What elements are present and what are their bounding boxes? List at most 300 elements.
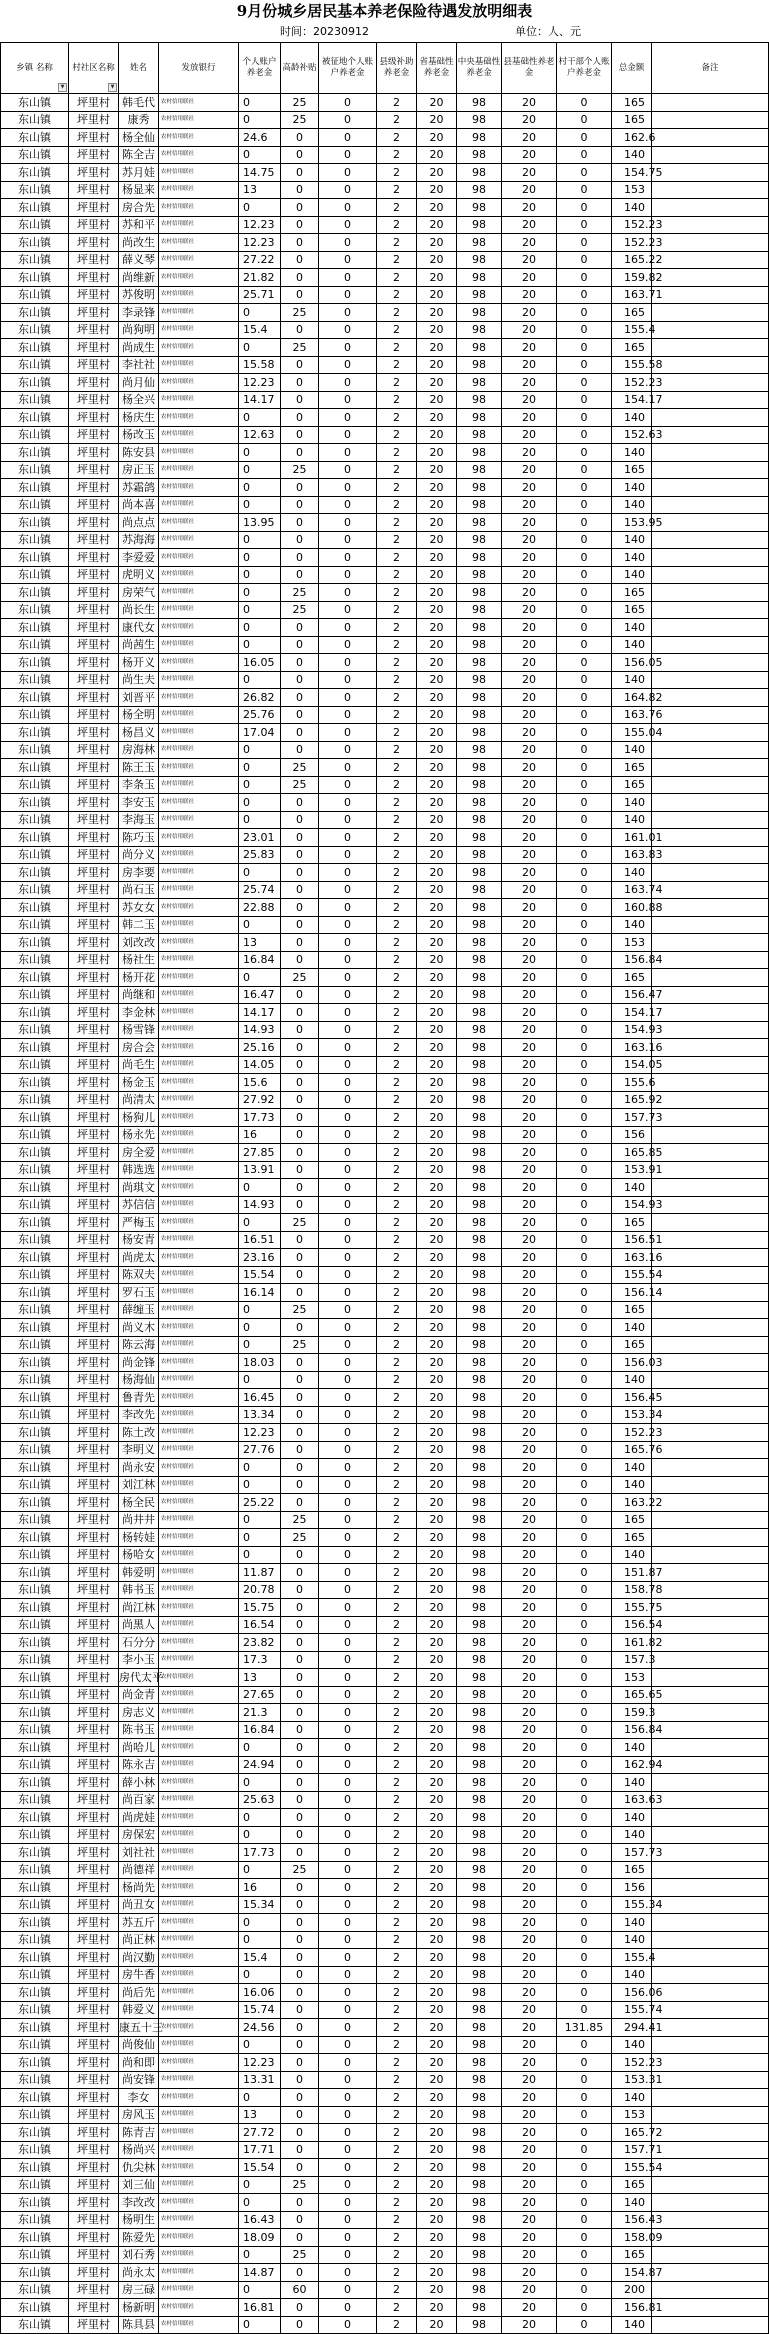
cell-remark[interactable] xyxy=(652,1354,769,1372)
cell-personal-account[interactable]: 0 xyxy=(239,1914,281,1932)
cell-bank[interactable]: 农村信用联社 xyxy=(159,2019,239,2037)
cell-county-subsidy[interactable]: 2 xyxy=(377,811,417,829)
cell-village[interactable]: 坪里村 xyxy=(69,2001,119,2019)
cell-land-account[interactable]: 0 xyxy=(319,234,377,252)
cell-village[interactable]: 坪里村 xyxy=(69,1336,119,1354)
cell-central-base[interactable]: 98 xyxy=(457,1669,502,1687)
cell-town[interactable]: 东山镇 xyxy=(1,671,69,689)
cell-village[interactable]: 坪里村 xyxy=(69,1476,119,1494)
cell-county-base[interactable]: 20 xyxy=(502,584,557,602)
cell-name[interactable]: 杨安青 xyxy=(119,1231,159,1249)
cell-personal-account[interactable]: 16 xyxy=(239,1126,281,1144)
cell-central-base[interactable]: 98 xyxy=(457,356,502,374)
cell-total[interactable]: 152.23 xyxy=(612,1424,652,1442)
cell-total[interactable]: 155.58 xyxy=(612,356,652,374)
cell-total[interactable]: 158.78 xyxy=(612,1581,652,1599)
cell-village[interactable]: 坪里村 xyxy=(69,1179,119,1197)
cell-bank[interactable]: 农村信用联社 xyxy=(159,2124,239,2142)
cell-personal-account[interactable]: 13 xyxy=(239,1669,281,1687)
cell-provincial-base[interactable]: 20 xyxy=(417,1301,457,1319)
cell-name[interactable]: 韩二玉 xyxy=(119,916,159,934)
cell-town[interactable]: 东山镇 xyxy=(1,199,69,217)
cell-town[interactable]: 东山镇 xyxy=(1,1441,69,1459)
cell-bank[interactable]: 农村信用联社 xyxy=(159,1564,239,1582)
cell-cadre-account[interactable]: 0 xyxy=(557,1056,612,1074)
cell-county-subsidy[interactable]: 2 xyxy=(377,1091,417,1109)
cell-town[interactable]: 东山镇 xyxy=(1,1529,69,1547)
cell-village[interactable]: 坪里村 xyxy=(69,1441,119,1459)
cell-central-base[interactable]: 98 xyxy=(457,1581,502,1599)
cell-name[interactable]: 杨显来 xyxy=(119,181,159,199)
cell-village[interactable]: 坪里村 xyxy=(69,1529,119,1547)
cell-town[interactable]: 东山镇 xyxy=(1,1424,69,1442)
cell-cadre-account[interactable]: 0 xyxy=(557,269,612,287)
cell-total[interactable]: 156 xyxy=(612,1126,652,1144)
cell-town[interactable]: 东山镇 xyxy=(1,339,69,357)
cell-county-base[interactable]: 20 xyxy=(502,601,557,619)
cell-name[interactable]: 杨转娃 xyxy=(119,1529,159,1547)
cell-total[interactable]: 165 xyxy=(612,2176,652,2194)
cell-land-account[interactable]: 0 xyxy=(319,2019,377,2037)
cell-personal-account[interactable]: 0 xyxy=(239,1476,281,1494)
cell-remark[interactable] xyxy=(652,111,769,129)
cell-central-base[interactable]: 98 xyxy=(457,1179,502,1197)
cell-personal-account[interactable]: 0 xyxy=(239,409,281,427)
cell-bank[interactable]: 农村信用联社 xyxy=(159,899,239,917)
cell-personal-account[interactable]: 16 xyxy=(239,1879,281,1897)
cell-county-base[interactable]: 20 xyxy=(502,1161,557,1179)
cell-elderly-subsidy[interactable]: 0 xyxy=(281,1179,319,1197)
cell-elderly-subsidy[interactable]: 0 xyxy=(281,1599,319,1617)
cell-town[interactable]: 东山镇 xyxy=(1,2299,69,2317)
cell-town[interactable]: 东山镇 xyxy=(1,1581,69,1599)
cell-elderly-subsidy[interactable]: 0 xyxy=(281,1354,319,1372)
cell-central-base[interactable]: 98 xyxy=(457,2106,502,2124)
cell-village[interactable]: 坪里村 xyxy=(69,1004,119,1022)
cell-village[interactable]: 坪里村 xyxy=(69,286,119,304)
cell-central-base[interactable]: 98 xyxy=(457,2036,502,2054)
cell-remark[interactable] xyxy=(652,1879,769,1897)
cell-county-base[interactable]: 20 xyxy=(502,1511,557,1529)
cell-provincial-base[interactable]: 20 xyxy=(417,1616,457,1634)
cell-remark[interactable] xyxy=(652,2264,769,2282)
cell-land-account[interactable]: 0 xyxy=(319,1266,377,1284)
cell-village[interactable]: 坪里村 xyxy=(69,811,119,829)
cell-personal-account[interactable]: 13.95 xyxy=(239,514,281,532)
cell-county-base[interactable]: 20 xyxy=(502,794,557,812)
cell-personal-account[interactable]: 15.54 xyxy=(239,1266,281,1284)
cell-bank[interactable]: 农村信用联社 xyxy=(159,1826,239,1844)
cell-village[interactable]: 坪里村 xyxy=(69,2141,119,2159)
cell-provincial-base[interactable]: 20 xyxy=(417,1879,457,1897)
cell-county-base[interactable]: 20 xyxy=(502,1179,557,1197)
cell-bank[interactable]: 农村信用联社 xyxy=(159,356,239,374)
cell-provincial-base[interactable]: 20 xyxy=(417,1914,457,1932)
cell-county-subsidy[interactable]: 2 xyxy=(377,899,417,917)
cell-total[interactable]: 140 xyxy=(612,1319,652,1337)
cell-elderly-subsidy[interactable]: 0 xyxy=(281,1704,319,1722)
cell-village[interactable]: 坪里村 xyxy=(69,1494,119,1512)
cell-county-subsidy[interactable]: 2 xyxy=(377,2001,417,2019)
cell-county-subsidy[interactable]: 2 xyxy=(377,1529,417,1547)
cell-personal-account[interactable]: 0 xyxy=(239,2194,281,2212)
cell-town[interactable]: 东山镇 xyxy=(1,636,69,654)
cell-provincial-base[interactable]: 20 xyxy=(417,969,457,987)
cell-county-subsidy[interactable]: 2 xyxy=(377,2194,417,2212)
cell-cadre-account[interactable]: 0 xyxy=(557,1651,612,1669)
cell-village[interactable]: 坪里村 xyxy=(69,1406,119,1424)
cell-elderly-subsidy[interactable]: 0 xyxy=(281,1966,319,1984)
cell-elderly-subsidy[interactable]: 60 xyxy=(281,2281,319,2299)
cell-cadre-account[interactable]: 0 xyxy=(557,1739,612,1757)
cell-county-subsidy[interactable]: 2 xyxy=(377,1161,417,1179)
cell-land-account[interactable]: 0 xyxy=(319,1529,377,1547)
cell-name[interactable]: 尚虎太 xyxy=(119,1249,159,1267)
cell-county-base[interactable]: 20 xyxy=(502,1896,557,1914)
cell-personal-account[interactable]: 0 xyxy=(239,759,281,777)
cell-county-base[interactable]: 20 xyxy=(502,934,557,952)
cell-total[interactable]: 158.09 xyxy=(612,2229,652,2247)
cell-village[interactable]: 坪里村 xyxy=(69,1791,119,1809)
cell-personal-account[interactable]: 0 xyxy=(239,2281,281,2299)
cell-county-base[interactable]: 20 xyxy=(502,1774,557,1792)
cell-cadre-account[interactable]: 0 xyxy=(557,811,612,829)
cell-land-account[interactable]: 0 xyxy=(319,636,377,654)
cell-cadre-account[interactable]: 0 xyxy=(557,2299,612,2317)
cell-total[interactable]: 153.91 xyxy=(612,1161,652,1179)
cell-village[interactable]: 坪里村 xyxy=(69,1581,119,1599)
cell-cadre-account[interactable]: 0 xyxy=(557,1704,612,1722)
cell-central-base[interactable]: 98 xyxy=(457,1739,502,1757)
cell-total[interactable]: 165.22 xyxy=(612,251,652,269)
cell-central-base[interactable]: 98 xyxy=(457,1476,502,1494)
cell-village[interactable]: 坪里村 xyxy=(69,2159,119,2177)
cell-village[interactable]: 坪里村 xyxy=(69,514,119,532)
cell-village[interactable]: 坪里村 xyxy=(69,2194,119,2212)
cell-land-account[interactable]: 0 xyxy=(319,286,377,304)
cell-cadre-account[interactable]: 0 xyxy=(557,2264,612,2282)
cell-county-subsidy[interactable]: 2 xyxy=(377,1126,417,1144)
cell-elderly-subsidy[interactable]: 0 xyxy=(281,1914,319,1932)
cell-village[interactable]: 坪里村 xyxy=(69,2299,119,2317)
cell-county-subsidy[interactable]: 2 xyxy=(377,1196,417,1214)
cell-name[interactable]: 尚维新 xyxy=(119,269,159,287)
cell-provincial-base[interactable]: 20 xyxy=(417,1406,457,1424)
cell-bank[interactable]: 农村信用联社 xyxy=(159,2211,239,2229)
cell-land-account[interactable]: 0 xyxy=(319,1511,377,1529)
cell-central-base[interactable]: 98 xyxy=(457,864,502,882)
cell-remark[interactable] xyxy=(652,881,769,899)
cell-county-base[interactable]: 20 xyxy=(502,356,557,374)
cell-bank[interactable]: 农村信用联社 xyxy=(159,1756,239,1774)
cell-central-base[interactable]: 98 xyxy=(457,2316,502,2334)
cell-land-account[interactable]: 0 xyxy=(319,531,377,549)
cell-county-subsidy[interactable]: 2 xyxy=(377,1494,417,1512)
cell-central-base[interactable]: 98 xyxy=(457,1931,502,1949)
cell-village[interactable]: 坪里村 xyxy=(69,1389,119,1407)
cell-central-base[interactable]: 98 xyxy=(457,1826,502,1844)
cell-bank[interactable]: 农村信用联社 xyxy=(159,1739,239,1757)
cell-village[interactable]: 坪里村 xyxy=(69,111,119,129)
cell-elderly-subsidy[interactable]: 0 xyxy=(281,391,319,409)
cell-county-subsidy[interactable]: 2 xyxy=(377,461,417,479)
cell-cadre-account[interactable]: 0 xyxy=(557,2036,612,2054)
cell-elderly-subsidy[interactable]: 0 xyxy=(281,1459,319,1477)
cell-village[interactable]: 坪里村 xyxy=(69,391,119,409)
cell-town[interactable]: 东山镇 xyxy=(1,1966,69,1984)
cell-land-account[interactable]: 0 xyxy=(319,356,377,374)
cell-village[interactable]: 坪里村 xyxy=(69,269,119,287)
cell-land-account[interactable]: 0 xyxy=(319,391,377,409)
cell-county-base[interactable]: 20 xyxy=(502,1809,557,1827)
cell-county-subsidy[interactable]: 2 xyxy=(377,1039,417,1057)
cell-county-subsidy[interactable]: 2 xyxy=(377,1599,417,1617)
cell-county-base[interactable]: 20 xyxy=(502,269,557,287)
cell-bank[interactable]: 农村信用联社 xyxy=(159,1389,239,1407)
cell-name[interactable]: 李改改 xyxy=(119,2194,159,2212)
cell-county-subsidy[interactable]: 2 xyxy=(377,2141,417,2159)
cell-personal-account[interactable]: 12.23 xyxy=(239,2054,281,2072)
cell-bank[interactable]: 农村信用联社 xyxy=(159,2264,239,2282)
cell-village[interactable]: 坪里村 xyxy=(69,1284,119,1302)
cell-central-base[interactable]: 98 xyxy=(457,1196,502,1214)
cell-provincial-base[interactable]: 20 xyxy=(417,1004,457,1022)
cell-cadre-account[interactable]: 0 xyxy=(557,514,612,532)
cell-personal-account[interactable]: 23.82 xyxy=(239,1634,281,1652)
cell-remark[interactable] xyxy=(652,1074,769,1092)
cell-name[interactable]: 李改先 xyxy=(119,1406,159,1424)
cell-total[interactable]: 156.84 xyxy=(612,951,652,969)
cell-town[interactable]: 东山镇 xyxy=(1,986,69,1004)
cell-county-subsidy[interactable]: 2 xyxy=(377,2019,417,2037)
cell-cadre-account[interactable]: 0 xyxy=(557,549,612,567)
cell-town[interactable]: 东山镇 xyxy=(1,2211,69,2229)
cell-town[interactable]: 东山镇 xyxy=(1,1126,69,1144)
cell-elderly-subsidy[interactable]: 0 xyxy=(281,829,319,847)
cell-town[interactable]: 东山镇 xyxy=(1,934,69,952)
cell-total[interactable]: 140 xyxy=(612,1931,652,1949)
cell-land-account[interactable]: 0 xyxy=(319,2316,377,2334)
cell-village[interactable]: 坪里村 xyxy=(69,706,119,724)
cell-town[interactable]: 东山镇 xyxy=(1,2071,69,2089)
cell-remark[interactable] xyxy=(652,601,769,619)
cell-total[interactable]: 165 xyxy=(612,1861,652,1879)
cell-total[interactable]: 140 xyxy=(612,531,652,549)
cell-elderly-subsidy[interactable]: 0 xyxy=(281,2054,319,2072)
cell-name[interactable]: 尚井井 xyxy=(119,1511,159,1529)
cell-central-base[interactable]: 98 xyxy=(457,1651,502,1669)
cell-provincial-base[interactable]: 20 xyxy=(417,111,457,129)
cell-bank[interactable]: 农村信用联社 xyxy=(159,1546,239,1564)
cell-total[interactable]: 155.54 xyxy=(612,1266,652,1284)
cell-land-account[interactable]: 0 xyxy=(319,461,377,479)
cell-total[interactable]: 165 xyxy=(612,759,652,777)
cell-personal-account[interactable]: 24.56 xyxy=(239,2019,281,2037)
cell-central-base[interactable]: 98 xyxy=(457,129,502,147)
cell-village[interactable]: 坪里村 xyxy=(69,1599,119,1617)
cell-village[interactable]: 坪里村 xyxy=(69,1459,119,1477)
cell-remark[interactable] xyxy=(652,2211,769,2229)
cell-provincial-base[interactable]: 20 xyxy=(417,1704,457,1722)
cell-land-account[interactable]: 0 xyxy=(319,724,377,742)
cell-county-base[interactable]: 20 xyxy=(502,1581,557,1599)
cell-village[interactable]: 坪里村 xyxy=(69,1844,119,1862)
cell-town[interactable]: 东山镇 xyxy=(1,1371,69,1389)
cell-provincial-base[interactable]: 20 xyxy=(417,2036,457,2054)
cell-elderly-subsidy[interactable]: 0 xyxy=(281,1319,319,1337)
cell-name[interactable]: 尚义木 xyxy=(119,1319,159,1337)
cell-elderly-subsidy[interactable]: 0 xyxy=(281,636,319,654)
cell-bank[interactable]: 农村信用联社 xyxy=(159,426,239,444)
cell-county-base[interactable]: 20 xyxy=(502,461,557,479)
cell-town[interactable]: 东山镇 xyxy=(1,2316,69,2334)
cell-bank[interactable]: 农村信用联社 xyxy=(159,234,239,252)
cell-provincial-base[interactable]: 20 xyxy=(417,304,457,322)
cell-name[interactable]: 尚分义 xyxy=(119,846,159,864)
cell-cadre-account[interactable]: 0 xyxy=(557,1511,612,1529)
cell-bank[interactable]: 农村信用联社 xyxy=(159,1109,239,1127)
cell-county-subsidy[interactable]: 2 xyxy=(377,1476,417,1494)
cell-central-base[interactable]: 98 xyxy=(457,1529,502,1547)
cell-remark[interactable] xyxy=(652,1739,769,1757)
cell-cadre-account[interactable]: 0 xyxy=(557,1459,612,1477)
cell-village[interactable]: 坪里村 xyxy=(69,1161,119,1179)
cell-county-base[interactable]: 20 xyxy=(502,741,557,759)
cell-land-account[interactable]: 0 xyxy=(319,619,377,637)
cell-name[interactable]: 杨明生 xyxy=(119,2211,159,2229)
cell-land-account[interactable]: 0 xyxy=(319,1126,377,1144)
cell-cadre-account[interactable]: 0 xyxy=(557,2141,612,2159)
cell-central-base[interactable]: 98 xyxy=(457,1144,502,1162)
cell-central-base[interactable]: 98 xyxy=(457,1914,502,1932)
cell-central-base[interactable]: 98 xyxy=(457,1441,502,1459)
cell-village[interactable]: 坪里村 xyxy=(69,146,119,164)
cell-provincial-base[interactable]: 20 xyxy=(417,566,457,584)
cell-county-base[interactable]: 20 xyxy=(502,2124,557,2142)
cell-total[interactable]: 157.73 xyxy=(612,1844,652,1862)
cell-land-account[interactable]: 0 xyxy=(319,969,377,987)
cell-total[interactable]: 157.73 xyxy=(612,1109,652,1127)
cell-personal-account[interactable]: 0 xyxy=(239,811,281,829)
cell-elderly-subsidy[interactable]: 25 xyxy=(281,1214,319,1232)
cell-county-base[interactable]: 20 xyxy=(502,1599,557,1617)
cell-total[interactable]: 165 xyxy=(612,1214,652,1232)
cell-village[interactable]: 坪里村 xyxy=(69,304,119,322)
cell-elderly-subsidy[interactable]: 0 xyxy=(281,234,319,252)
cell-village[interactable]: 坪里村 xyxy=(69,2124,119,2142)
cell-county-subsidy[interactable]: 2 xyxy=(377,1739,417,1757)
cell-elderly-subsidy[interactable]: 0 xyxy=(281,916,319,934)
cell-county-subsidy[interactable]: 2 xyxy=(377,1651,417,1669)
cell-personal-account[interactable]: 0 xyxy=(239,1371,281,1389)
cell-central-base[interactable]: 98 xyxy=(457,759,502,777)
cell-name[interactable]: 李安玉 xyxy=(119,794,159,812)
cell-total[interactable]: 160.88 xyxy=(612,899,652,917)
cell-central-base[interactable]: 98 xyxy=(457,654,502,672)
cell-provincial-base[interactable]: 20 xyxy=(417,1371,457,1389)
cell-county-base[interactable]: 20 xyxy=(502,846,557,864)
cell-personal-account[interactable]: 12.23 xyxy=(239,234,281,252)
cell-town[interactable]: 东山镇 xyxy=(1,1354,69,1372)
cell-land-account[interactable]: 0 xyxy=(319,2194,377,2212)
cell-provincial-base[interactable]: 20 xyxy=(417,1091,457,1109)
cell-elderly-subsidy[interactable]: 25 xyxy=(281,584,319,602)
cell-remark[interactable] xyxy=(652,864,769,882)
cell-central-base[interactable]: 98 xyxy=(457,1126,502,1144)
cell-total[interactable]: 165.85 xyxy=(612,1144,652,1162)
cell-county-subsidy[interactable]: 2 xyxy=(377,2106,417,2124)
cell-bank[interactable]: 农村信用联社 xyxy=(159,2194,239,2212)
cell-name[interactable]: 尚狗明 xyxy=(119,321,159,339)
cell-provincial-base[interactable]: 20 xyxy=(417,584,457,602)
cell-village[interactable]: 坪里村 xyxy=(69,934,119,952)
cell-county-base[interactable]: 20 xyxy=(502,1669,557,1687)
cell-name[interactable]: 陈永吉 xyxy=(119,1756,159,1774)
cell-bank[interactable]: 农村信用联社 xyxy=(159,1196,239,1214)
cell-cadre-account[interactable]: 0 xyxy=(557,304,612,322)
cell-land-account[interactable]: 0 xyxy=(319,1494,377,1512)
cell-total[interactable]: 159.82 xyxy=(612,269,652,287)
cell-village[interactable]: 坪里村 xyxy=(69,1354,119,1372)
cell-name[interactable]: 房牛香 xyxy=(119,1966,159,1984)
cell-town[interactable]: 东山镇 xyxy=(1,1984,69,2002)
cell-town[interactable]: 东山镇 xyxy=(1,1599,69,1617)
cell-total[interactable]: 140 xyxy=(612,1546,652,1564)
cell-central-base[interactable]: 98 xyxy=(457,1284,502,1302)
cell-land-account[interactable]: 0 xyxy=(319,1039,377,1057)
cell-land-account[interactable]: 0 xyxy=(319,269,377,287)
cell-county-base[interactable]: 20 xyxy=(502,951,557,969)
cell-name[interactable]: 房代太平 xyxy=(119,1669,159,1687)
cell-personal-account[interactable]: 20.78 xyxy=(239,1581,281,1599)
cell-provincial-base[interactable]: 20 xyxy=(417,1249,457,1267)
cell-total[interactable]: 140 xyxy=(612,864,652,882)
cell-bank[interactable]: 农村信用联社 xyxy=(159,776,239,794)
cell-land-account[interactable]: 0 xyxy=(319,1931,377,1949)
cell-town[interactable]: 东山镇 xyxy=(1,654,69,672)
cell-town[interactable]: 东山镇 xyxy=(1,2054,69,2072)
cell-remark[interactable] xyxy=(652,1004,769,1022)
cell-county-subsidy[interactable]: 2 xyxy=(377,881,417,899)
cell-personal-account[interactable]: 0 xyxy=(239,619,281,637)
cell-total[interactable]: 165 xyxy=(612,304,652,322)
cell-remark[interactable] xyxy=(652,1459,769,1477)
cell-land-account[interactable]: 0 xyxy=(319,1966,377,1984)
cell-total[interactable]: 156.06 xyxy=(612,1984,652,2002)
cell-cadre-account[interactable]: 0 xyxy=(557,864,612,882)
cell-cadre-account[interactable]: 0 xyxy=(557,1336,612,1354)
cell-town[interactable]: 东山镇 xyxy=(1,864,69,882)
cell-personal-account[interactable]: 16.43 xyxy=(239,2211,281,2229)
cell-village[interactable]: 坪里村 xyxy=(69,2071,119,2089)
cell-town[interactable]: 东山镇 xyxy=(1,2141,69,2159)
cell-county-subsidy[interactable]: 2 xyxy=(377,1144,417,1162)
cell-cadre-account[interactable]: 0 xyxy=(557,234,612,252)
cell-town[interactable]: 东山镇 xyxy=(1,321,69,339)
cell-cadre-account[interactable]: 0 xyxy=(557,496,612,514)
cell-county-base[interactable]: 20 xyxy=(502,1791,557,1809)
cell-bank[interactable]: 农村信用联社 xyxy=(159,1424,239,1442)
cell-provincial-base[interactable]: 20 xyxy=(417,2299,457,2317)
cell-village[interactable]: 坪里村 xyxy=(69,794,119,812)
cell-village[interactable]: 坪里村 xyxy=(69,1949,119,1967)
cell-name[interactable]: 韩书玉 xyxy=(119,1581,159,1599)
cell-personal-account[interactable]: 12.23 xyxy=(239,216,281,234)
cell-bank[interactable]: 农村信用联社 xyxy=(159,794,239,812)
cell-name[interactable]: 房志义 xyxy=(119,1704,159,1722)
cell-total[interactable]: 140 xyxy=(612,619,652,637)
cell-cadre-account[interactable]: 0 xyxy=(557,1634,612,1652)
